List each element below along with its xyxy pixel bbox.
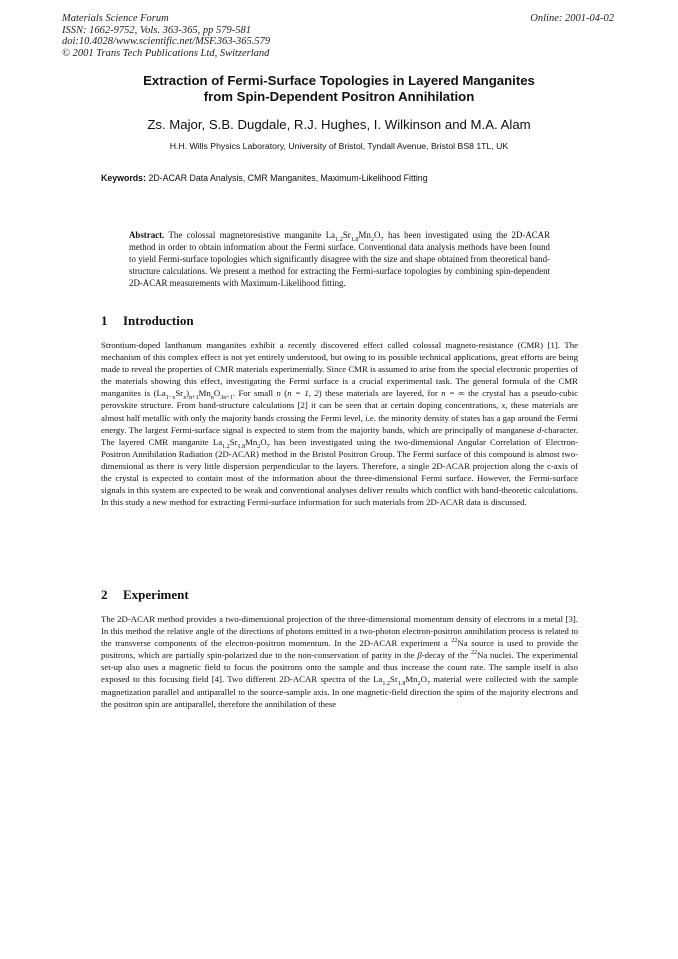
publication-info xyxy=(62,13,270,59)
online-date: Online: 2001-04-02 xyxy=(530,13,614,24)
keywords-label: Keywords: xyxy=(101,173,146,183)
experiment-paragraph: The 2D-ACAR method provides a two-dimensional projection of the three-dimensional momentum density of electrons in a metal [3]. In this method the relative angle of the directions of photons emitted in a two-photon electron-positron annihilation process is related to the transverse components of the electron-positron momentum. In the 2D-ACAR experiment a $^{22}$Na source is used to provide the positrons, which are partially spin-polarized due to the non-conservation of parity in the β-decay of the $^{22}$Na nuclei. The experimental set-up also uses a magnetic field to focus the positrons onto the sample and thus increase the count rate. The sample itself is also exposed to this focusing field [4]. Two different 2D-ACAR spectra of the $La_{1.2}Sr_{1.8}Mn_2O_7$ material were collected with the sample magnetization parallel and antiparallel to the source-sample axis. In one magnetic-field direction the spins of the majority electrons and the positron spin are antiparallel, therefore the annihilation of these xyxy=(101,614,579,709)
title-line-2: from Spin-Dependent Positron Annihilation xyxy=(203,89,475,104)
author-list: Zs. Major, S.B. Dugdale, R.J. Hughes, I. Wilkinson and M.A. Alam xyxy=(147,117,531,132)
journal-name: Materials Science Forum xyxy=(62,13,169,24)
abstract-text-end: has been investigated using the 2D-ACAR method in order to obtain information about the Fermi surface. Conventional data analysis methods have been found to yield Fermi-surface topologies which significantly disagree with the size and shape obtained from theoretical band-structure calculations. We present a method for extracting the Fermi-surface topologies by combining spin-dependent 2D-ACAR measurements with Maximum-Likelihood fitting. xyxy=(129,230,551,289)
title-line-1: Extraction of Fermi-Surface Topologies in Layered Manganites xyxy=(143,73,535,88)
compound-formula: $La_{1.2}Sr_{1.8}Mn_2O_7$ xyxy=(212,436,270,450)
section-heading-experiment xyxy=(101,587,189,603)
doi-line[interactable]: doi:10.4028/www.scientific.net/MSF.363-365.579 xyxy=(62,36,271,48)
keywords xyxy=(101,173,428,183)
compound-formula: $La_{1.2}Sr_{1.8}Mn_2O_7$ xyxy=(325,230,384,243)
affiliation: H.H. Wills Physics Laboratory, University of Bristol, Tyndall Avenue, Bristol BS8 1TL, UK xyxy=(169,141,509,151)
section-title: Introduction xyxy=(123,313,194,328)
keywords-text: 2D-ACAR Data Analysis, CMR Manganites, Maximum-Likelihood Fitting xyxy=(148,173,428,183)
abstract-text-start: The colossal magnetoresistive manganite xyxy=(168,230,322,240)
introduction-paragraph: Strontium-doped lanthanum manganites exhibit a recently discovered effect called colossal magneto-resistance (CMR) [1]. The mechanism of this complex effect is not yet entirely understood, but owing to its possible technical applications, great efforts are being made to reveal the properties of CMR materials experimentally. Since CMR is assumed to arise from the special electronic properties of the materials showing this effect, investigating the Fermi surface is a crucial experimental task. The general formula of the CMR manganites is $(La_{1-x}Sr_x)_{n+1}Mn_nO_{3n+1}$. For small n (n = 1, 2) these materials are layered, for n = ∞ the crystal has a pseudo-cubic perovskite structure. From band-structure calculations [2] it can be seen that at certain doping concentrations, x, these materials are almost half metallic with only the majority bands crossing the Fermi level, i.e. the minority density of states has a gap around the Fermi energy. The largest Fermi-surface signal is expected to stem from the majority bands, which are principally of manganese d-character. The layered CMR manganite $La_{1.2}Sr_{1.8}Mn_2O_7$ has been investigated using the two-dimensional Angular Correlation of Electron-Positron Annihilation Radiation (2D-ACAR) method in the Bristol Positron Group. The Fermi surface of this compound is almost two-dimensional as there is very little dispersion perpendicular to the layers. Therefore, a single 2D-ACAR projection along the c-axis of the crystal is expected to contain most of the information about the three-dimensional Fermi surface. However, the Fermi-surface signals in this system are expected to be weak and conventional analyses deliver results which conflict with band-theoretic calculations. In this study a new method for extracting Fermi-surface information for such materials from 2D-ACAR data is discussed. xyxy=(101,340,579,508)
copyright-line: © 2001 Trans Tech Publications Ltd, Switzerland xyxy=(62,47,270,59)
abstract xyxy=(129,229,550,289)
compound-formula: $La_{1.2}Sr_{1.8}Mn_2O_7$ xyxy=(373,674,430,688)
section-heading-introduction xyxy=(101,313,194,329)
paper-title xyxy=(0,73,678,105)
section-title: Experiment xyxy=(123,587,189,602)
general-formula: $(La_{1-x}Sr_x)_{n+1}Mn_nO_{3n+1}$ xyxy=(153,388,233,402)
issn-line: ISSN: 1662-9752, Vols. 363-365, pp 579-581 xyxy=(62,24,251,36)
section-number: 1 xyxy=(101,313,108,328)
abstract-label: Abstract. xyxy=(129,230,165,240)
section-number: 2 xyxy=(101,587,108,602)
